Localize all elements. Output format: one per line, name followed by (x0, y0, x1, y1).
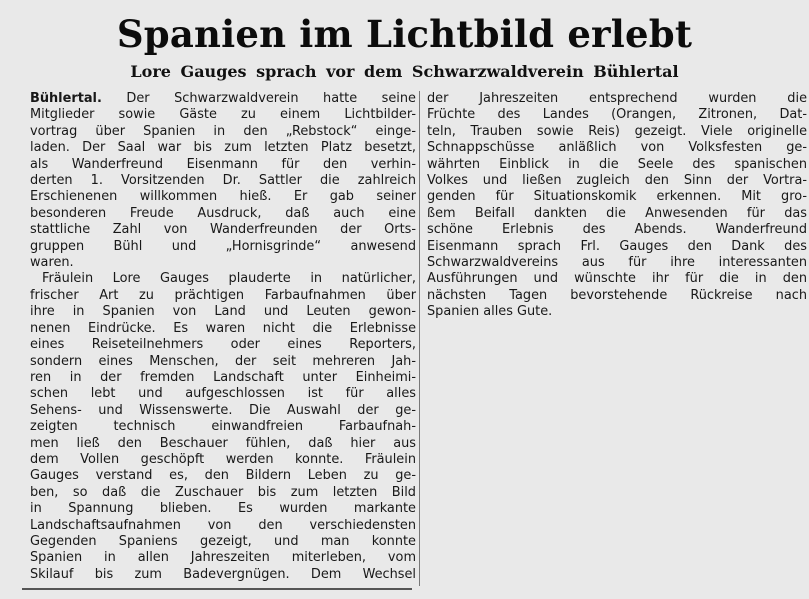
text-line: zeigten technisch einwandfreien Farbaufnah- (30, 419, 416, 435)
text-line: schöne Erlebnis des Abends. Wanderfreund (427, 222, 807, 238)
text-line: Skilauf bis zum Badevergnügen. Dem Wechsel (30, 566, 416, 582)
bottom-rule (22, 588, 412, 590)
text-line: nächsten Tagen bevorstehende Rückreise nach (427, 287, 807, 303)
column-divider (419, 91, 420, 586)
text-line: Gegenden Spaniens gezeigt, und man konnte (30, 533, 416, 549)
article-subheadline: Lore Gauges sprach vor dem Schwarzwaldverein Bühlertal (130, 62, 679, 81)
text-line: in Spannung blieben. Es wurden markante (30, 501, 416, 517)
text-line: Erschienenen willkommen hieß. Er gab seiner (30, 189, 416, 205)
text-line: stattliche Zahl von Wanderfreunden der Orts- (30, 222, 416, 238)
text-line: Schwarzwaldvereins aus für ihre interessanten (427, 255, 807, 271)
text-line: Gauges verstand es, den Bildern Leben zu ge- (30, 468, 416, 484)
text-line: eines Reiseteilnehmers oder eines Reporters, (30, 337, 416, 353)
text-line: Landschaftsaufnahmen von den verschiedensten (30, 517, 416, 533)
text-line: Volkes und ließen zugleich den Sinn der Vortra- (427, 173, 807, 189)
text-line-content: Der Schwarzwaldverein hatte seine (101, 91, 416, 106)
text-line: Eisenmann sprach Frl. Gauges den Dank des (427, 238, 807, 254)
dateline: Bühlertal. (30, 91, 102, 106)
text-line: vortrag über Spanien in den „Rebstock“ einge- (30, 123, 416, 139)
article-column-1 (30, 91, 416, 583)
text-line: sondern eines Menschen, der seit mehreren Jah- (30, 353, 416, 369)
text-line: Spanien in allen Jahreszeiten miterleben, vom (30, 550, 416, 566)
text-line: als Wanderfreund Eisenmann für den verhin- (30, 156, 416, 172)
article-column-2 (427, 91, 807, 321)
text-line: Schnappschüsse anläßlich von Volksfesten ge- (427, 140, 807, 156)
text-line (30, 91, 416, 107)
text-line: waren. (30, 255, 74, 271)
text-line: derten 1. Vorsitzenden Dr. Sattler die zahlreich (30, 173, 416, 189)
text-line: frischer Art zu prächtigen Farbaufnahmen über (30, 287, 416, 303)
text-line: Früchte des Landes (Orangen, Zitronen, Dat- (427, 107, 807, 123)
text-line: Spanien alles Gute. (427, 304, 553, 320)
text-line: ben, so daß die Zuschauer bis zum letzten Bild (30, 484, 416, 500)
text-line: ihre in Spanien von Land und Leuten gewon- (30, 304, 416, 320)
text-line: dem Vollen geschöpft werden konnte. Fräulein (30, 451, 416, 467)
text-line: der Jahreszeiten entsprechend wurden die (427, 91, 807, 106)
text-line: ren in der fremden Landschaft unter Einheimi- (30, 369, 416, 385)
text-line: Mitglieder sowie Gäste zu einem Lichtbilder- (30, 107, 416, 123)
text-line: laden. Der Saal war bis zum letzten Platz besetzt, (30, 140, 416, 156)
text-line: ßem Beifall dankten die Anwesenden für das (427, 205, 807, 221)
text-line: nenen Eindrücke. Es waren nicht die Erlebnisse (30, 320, 416, 336)
text-line: gruppen Bühl und „Hornisgrinde“ anwesend (30, 238, 416, 254)
text-line: besonderen Freude Ausdruck, daß auch eine (30, 205, 416, 221)
text-line: Fräulein Lore Gauges plauderte in natürlicher, (42, 271, 416, 287)
article-headline: Spanien im Lichtbild erlebt (116, 12, 693, 56)
text-line: Sehens- und Wissenswerte. Die Auswahl der ge- (30, 402, 416, 418)
text-line: währten Einblick in die Seele des spanischen (427, 156, 807, 172)
text-line: teln, Trauben sowie Reis) gezeigt. Viele originelle (427, 123, 807, 139)
text-line: men ließ den Beschauer fühlen, daß hier aus (30, 435, 416, 451)
text-line: schen lebt und aufgeschlossen ist für alles (30, 386, 416, 402)
text-line: Ausführungen und wünschte ihr für die in den (427, 271, 807, 287)
text-line: genden für Situationskomik erkennen. Mit gro- (427, 189, 807, 205)
